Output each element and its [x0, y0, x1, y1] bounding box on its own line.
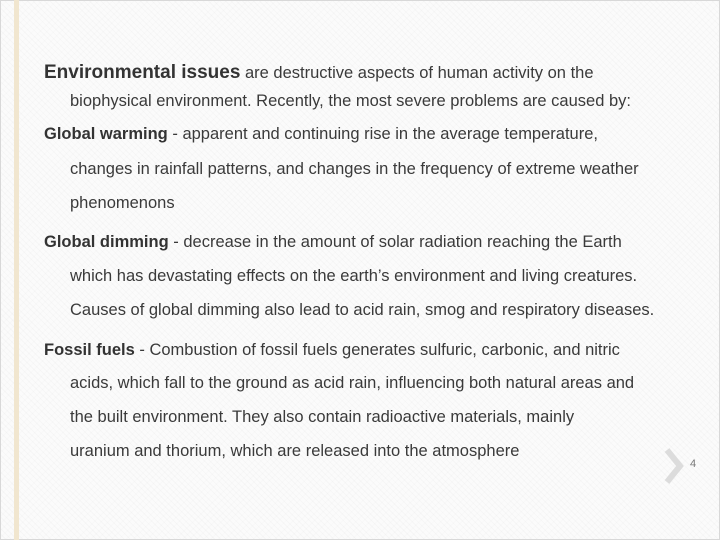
chevron-right-icon[interactable]: [664, 448, 684, 484]
global-dimming-term: Global dimming: [44, 233, 169, 251]
separator: -: [168, 233, 184, 251]
global-warming-text: apparent and continuing rise in the average temperature,: [182, 125, 598, 143]
intro-line-2: biophysical environment. Recently, the most severe problems are caused by:: [70, 92, 631, 110]
separator: -: [134, 341, 150, 359]
global-warming-line-1: [44, 125, 598, 144]
left-accent-bar: [14, 0, 19, 540]
page-number: 4: [690, 458, 697, 470]
global-warming-term: Global warming: [44, 125, 168, 143]
intro-text: are destructive aspects of human activity on the: [240, 64, 594, 82]
environmental-issues-heading: Environmental issues: [44, 62, 241, 83]
global-dimming-line-1: [44, 233, 622, 252]
global-dimming-line-2: which has devastating effects on the earth’s environment and living creatures.: [70, 267, 638, 285]
global-warming-line-2: changes in rainfall patterns, and changes in the frequency of extreme weather: [70, 160, 639, 178]
intro-line-1: [44, 62, 594, 84]
global-dimming-line-3: Causes of global dimming also lead to acid rain, smog and respiratory diseases.: [70, 301, 655, 319]
fossil-fuels-term: Fossil fuels: [44, 341, 135, 359]
fossil-fuels-line-1: [44, 341, 620, 360]
fossil-fuels-line-3: the built environment. They also contain radioactive materials, mainly: [70, 408, 575, 426]
separator: -: [167, 125, 183, 143]
global-dimming-text: decrease in the amount of solar radiation reaching the Earth: [183, 233, 622, 251]
global-warming-line-3: phenomenons: [70, 194, 175, 212]
fossil-fuels-text: Combustion of fossil fuels generates sulfuric, carbonic, and nitric: [149, 341, 620, 359]
fossil-fuels-line-2: acids, which fall to the ground as acid rain, influencing both natural areas and: [70, 374, 635, 392]
fossil-fuels-line-4: uranium and thorium, which are released into the atmosphere: [70, 442, 520, 460]
